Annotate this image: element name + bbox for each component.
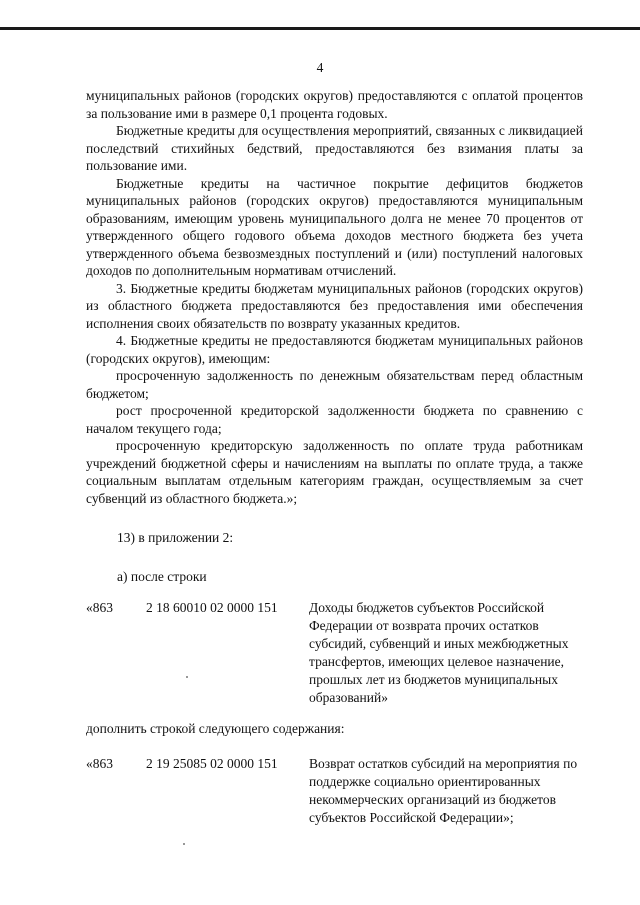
header-rule [0, 27, 640, 30]
item-13-heading: 13) в приложении 2: [117, 530, 234, 545]
paragraph: Бюджетные кредиты на частичное покрытие дефицитов бюджетов муниципальных районов (городских округов) предоставляются муниципальным образованиям, имеющим уровень муниципального долга не менее 70 процентов от утвержденного общего годового объема доходов местного бюджета без учета утвержденного объема безвозмездных поступлений и (или) поступлений налоговых доходов по дополнительным нормативам отчислений. [86, 175, 583, 278]
admin-code: «863 [86, 600, 113, 615]
code-table-row [86, 755, 586, 847]
code-description: Доходы бюджетов субъектов Российской Федерации от возврата прочих остатков субсидий, субвенций и иных межбюджетных трансфертов, имеющих целевое назначение, прошлых лет из бюджетов муниципальных образований» [309, 600, 569, 705]
budget-classification-code: 2 19 25085 02 0000 151 [146, 756, 278, 771]
code-table-row [86, 599, 586, 709]
paragraph: просроченную кредиторскую задолженность по оплате труда работникам учреждений бюджетной сферы и начислениям на выплаты по оплате труда, а также социальным выплатам отдельным категориям граждан, осуществляемым за счет субвенций из областного бюджета.»; [86, 438, 583, 506]
paragraph: муниципальных районов (городских округов) предоставляются с оплатой процентов за пользование ими в размере 0,1 процента годовых. [86, 88, 583, 121]
admin-code: «863 [86, 756, 113, 771]
supplement-line: дополнить строкой следующего содержания: [86, 721, 345, 736]
budget-classification-code: 2 18 60010 02 0000 151 [146, 600, 278, 615]
scan-speck [186, 676, 188, 678]
code-description: Возврат остатков субсидий на мероприятия по поддержке социально ориентированных некоммерческих организаций из бюджетов субъектов Российской Федерации»; [309, 756, 578, 825]
paragraph: 4. Бюджетные кредиты не предоставляются бюджетам муниципальных районов (городских округов), имеющим: [86, 333, 583, 366]
paragraph: рост просроченной кредиторской задолженности бюджета по сравнению с началом текущего года; [86, 403, 583, 436]
item-a-heading: а) после строки [117, 569, 207, 584]
page-number: 4 [316, 60, 324, 75]
body-text [86, 87, 583, 507]
scan-speck [183, 843, 185, 845]
paragraph: просроченную задолженность по денежным обязательствам перед областным бюджетом; [86, 368, 583, 401]
paragraph: Бюджетные кредиты для осуществления мероприятий, связанных с ликвидацией последствий стихийных бедствий, предоставляются без взимания платы за пользование ими. [86, 123, 583, 173]
paragraph: 3. Бюджетные кредиты бюджетам муниципальных районов (городских округов) из областного бюджета предоставляются без предоставления ими обеспечения исполнения своих обязательств по возврату указанных кредитов. [86, 280, 583, 331]
